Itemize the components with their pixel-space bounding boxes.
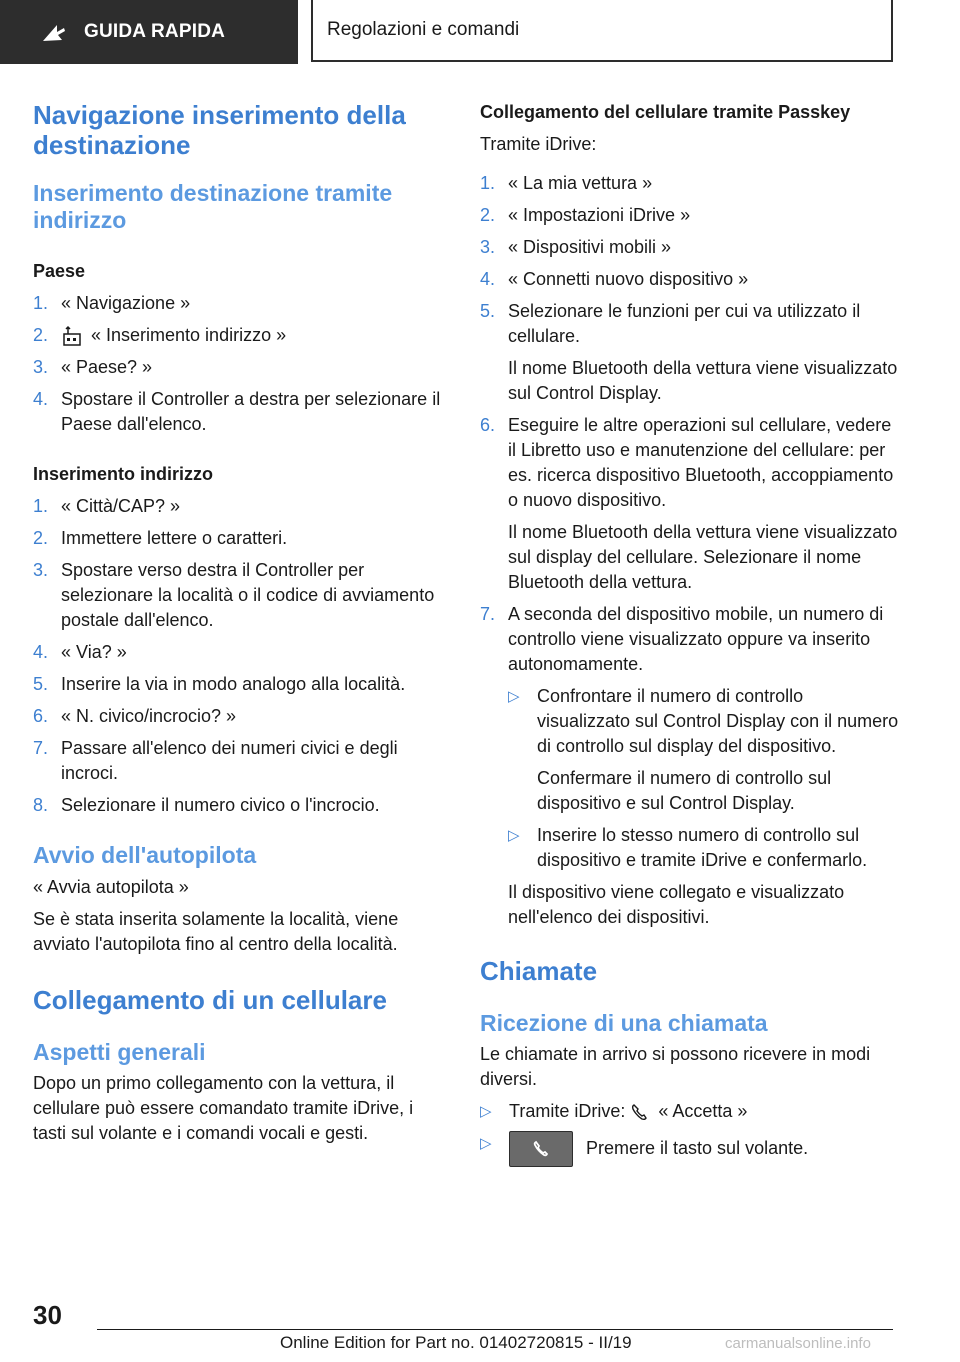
passkey-steps <box>480 171 900 930</box>
list-item: 8. Selezionare il numero civico o l'incrocio. <box>33 795 380 815</box>
list-item: 5. Inserire la via in modo analogo alla località. <box>33 674 406 694</box>
step6-note: Il nome Bluetooth della vettura viene visualizzato sul display del cellulare. Selezionare il nome Bluetooth della vettura. <box>508 522 898 592</box>
option-steering-wheel <box>480 1131 900 1167</box>
list-item: 2. « Impostazioni iDrive » <box>480 205 691 225</box>
list-item: 1. « Città/CAP? » <box>33 496 181 516</box>
heading-address-input: Inserimento indirizzo <box>33 464 214 484</box>
list-item: 4. Spostare il Controller a destra per selezionare il Paese dall'elenco. <box>33 389 441 434</box>
list-item: 4. « Via? » <box>33 642 127 662</box>
list-item: 2. Immettere lettere o caratteri. <box>33 528 288 548</box>
footer-edition: Online Edition for Part no. 01402720815 - II/19 <box>280 1333 632 1352</box>
heading-general: Aspetti generali <box>33 1039 206 1065</box>
autopilot-command: « Avvia autopilota » <box>33 877 189 897</box>
receive-text: Le chiamate in arrivo si possono ricevere in modi diversi. <box>480 1044 871 1089</box>
pointer-icon <box>40 19 66 45</box>
quick-guide-tab[interactable] <box>0 0 298 64</box>
address-input-icon <box>61 325 83 347</box>
bullet-compare-note: Confermare il numero di controllo sul dispositivo e sul Control Display. <box>537 768 832 813</box>
heading-passkey: Collegamento del cellulare tramite Passkey <box>480 102 851 122</box>
step7-note: Il dispositivo viene collegato e visualizzato nell'elenco dei dispositivi. <box>508 882 845 927</box>
via-idrive: Tramite iDrive: <box>480 134 597 154</box>
steering-wheel-phone-button <box>509 1131 573 1167</box>
bullet-triangle-icon: ▷ <box>480 1135 492 1152</box>
press-wheel-text: Premere il tasto sul volante. <box>586 1137 809 1158</box>
heading-country: Paese <box>33 261 86 281</box>
list-item: 4. « Connetti nuovo dispositivo » <box>480 269 749 289</box>
list-item: 3. « Dispositivi mobili » <box>480 237 672 257</box>
list-item: 6. « N. civico/incrocio? » <box>33 706 237 726</box>
list-item: 1. « Navigazione » <box>33 293 191 313</box>
section-label: Regolazioni e comandi <box>327 19 520 40</box>
heading-calls: Chiamate <box>480 956 598 986</box>
heading-phone-connection: Collegamento di un cellulare <box>33 985 387 1015</box>
heading-navigation: Navigazione inserimento della destinazione <box>33 100 406 160</box>
list-item: 1. « La mia vettura » <box>480 173 653 193</box>
step5-note: Il nome Bluetooth della vettura viene visualizzato sul Control Display. <box>508 358 898 403</box>
footer-divider <box>97 1329 893 1330</box>
bullet-triangle-icon: ▷ <box>508 827 520 844</box>
list-item: 3. Spostare verso destra il Controller per selezionare la località o il codice di avviamento postale dall'elenco. <box>33 560 435 630</box>
section-tab[interactable] <box>311 0 893 62</box>
list-item: 2. « Inserimento indirizzo » <box>33 323 451 348</box>
list-item: 7. A seconda del dispositivo mobile, un numero di controllo viene visualizzato oppure va inserito autonomamente. ▷ Confrontare il numero di controllo visualizzato sul Control Display con il numero di controllo sul display del dispositivo. Confermare il numero di controllo sul dispositivo e sul Control Display. ▷ Inserire lo stesso numero di controllo sul dispositivo e tramite iDrive e confermarlo. Il dispositivo viene collegato e visualizzato nell'elenco dei dispositivi. <box>480 602 900 930</box>
option-idrive: ▷ Tramite iDrive: « Accetta » <box>480 1099 900 1124</box>
list-item: 7. Passare all'elenco dei numeri civici e degli incroci. <box>33 738 398 783</box>
accept-command: « Accetta » <box>658 1101 748 1121</box>
left-column <box>33 100 451 1146</box>
watermark: carmanualsonline.info <box>725 1335 871 1352</box>
phone-icon <box>630 1102 650 1122</box>
bullet-triangle-icon: ▷ <box>480 1103 492 1120</box>
bullet-enter: ▷ Inserire lo stesso numero di controllo sul dispositivo e tramite iDrive e confermarlo. <box>508 825 868 870</box>
address-steps <box>33 494 451 818</box>
phone-icon <box>510 1132 572 1166</box>
autopilot-text: Se è stata inserita solamente la località, viene avviato l'autopilota fino al centro della località. <box>33 909 399 954</box>
list-item: 6. Eseguire le altre operazioni sul cellulare, vedere il Libretto uso e manutenzione del cellulare: per es. ricerca dispositivo Bluetooth, accoppiamento o nuovo dispositivo. Il nome Bluetooth della vettura viene visualizzato sul display del cellulare. Selezionare il nome Bluetooth della vettura. <box>480 413 900 595</box>
page-number: 30 <box>33 1300 62 1330</box>
bullet-triangle-icon: ▷ <box>508 688 520 705</box>
bullet-compare: ▷ Confrontare il numero di controllo visualizzato sul Control Display con il numero di controllo sul display del dispositivo. Confermare il numero di controllo sul dispositivo e sul Control Display. <box>508 684 900 816</box>
list-item: 3. « Paese? » <box>33 357 153 377</box>
heading-receive-call: Ricezione di una chiamata <box>480 1010 768 1036</box>
general-text: Dopo un primo collegamento con la vettura, il cellulare può essere comandato tramite iDrive, i tasti sul volante e i comandi vocali e gesti. <box>33 1073 414 1143</box>
heading-address-entry: Inserimento destinazione tramite indirizzo <box>33 180 393 233</box>
country-steps <box>33 291 451 437</box>
right-column <box>480 100 900 1167</box>
quick-guide-label: GUIDA RAPIDA <box>84 21 226 42</box>
heading-autopilot: Avvio dell'autopilota <box>33 842 257 868</box>
list-item: 5. Selezionare le funzioni per cui va utilizzato il cellulare. Il nome Bluetooth della vettura viene visualizzato sul Control Display. <box>480 299 900 406</box>
